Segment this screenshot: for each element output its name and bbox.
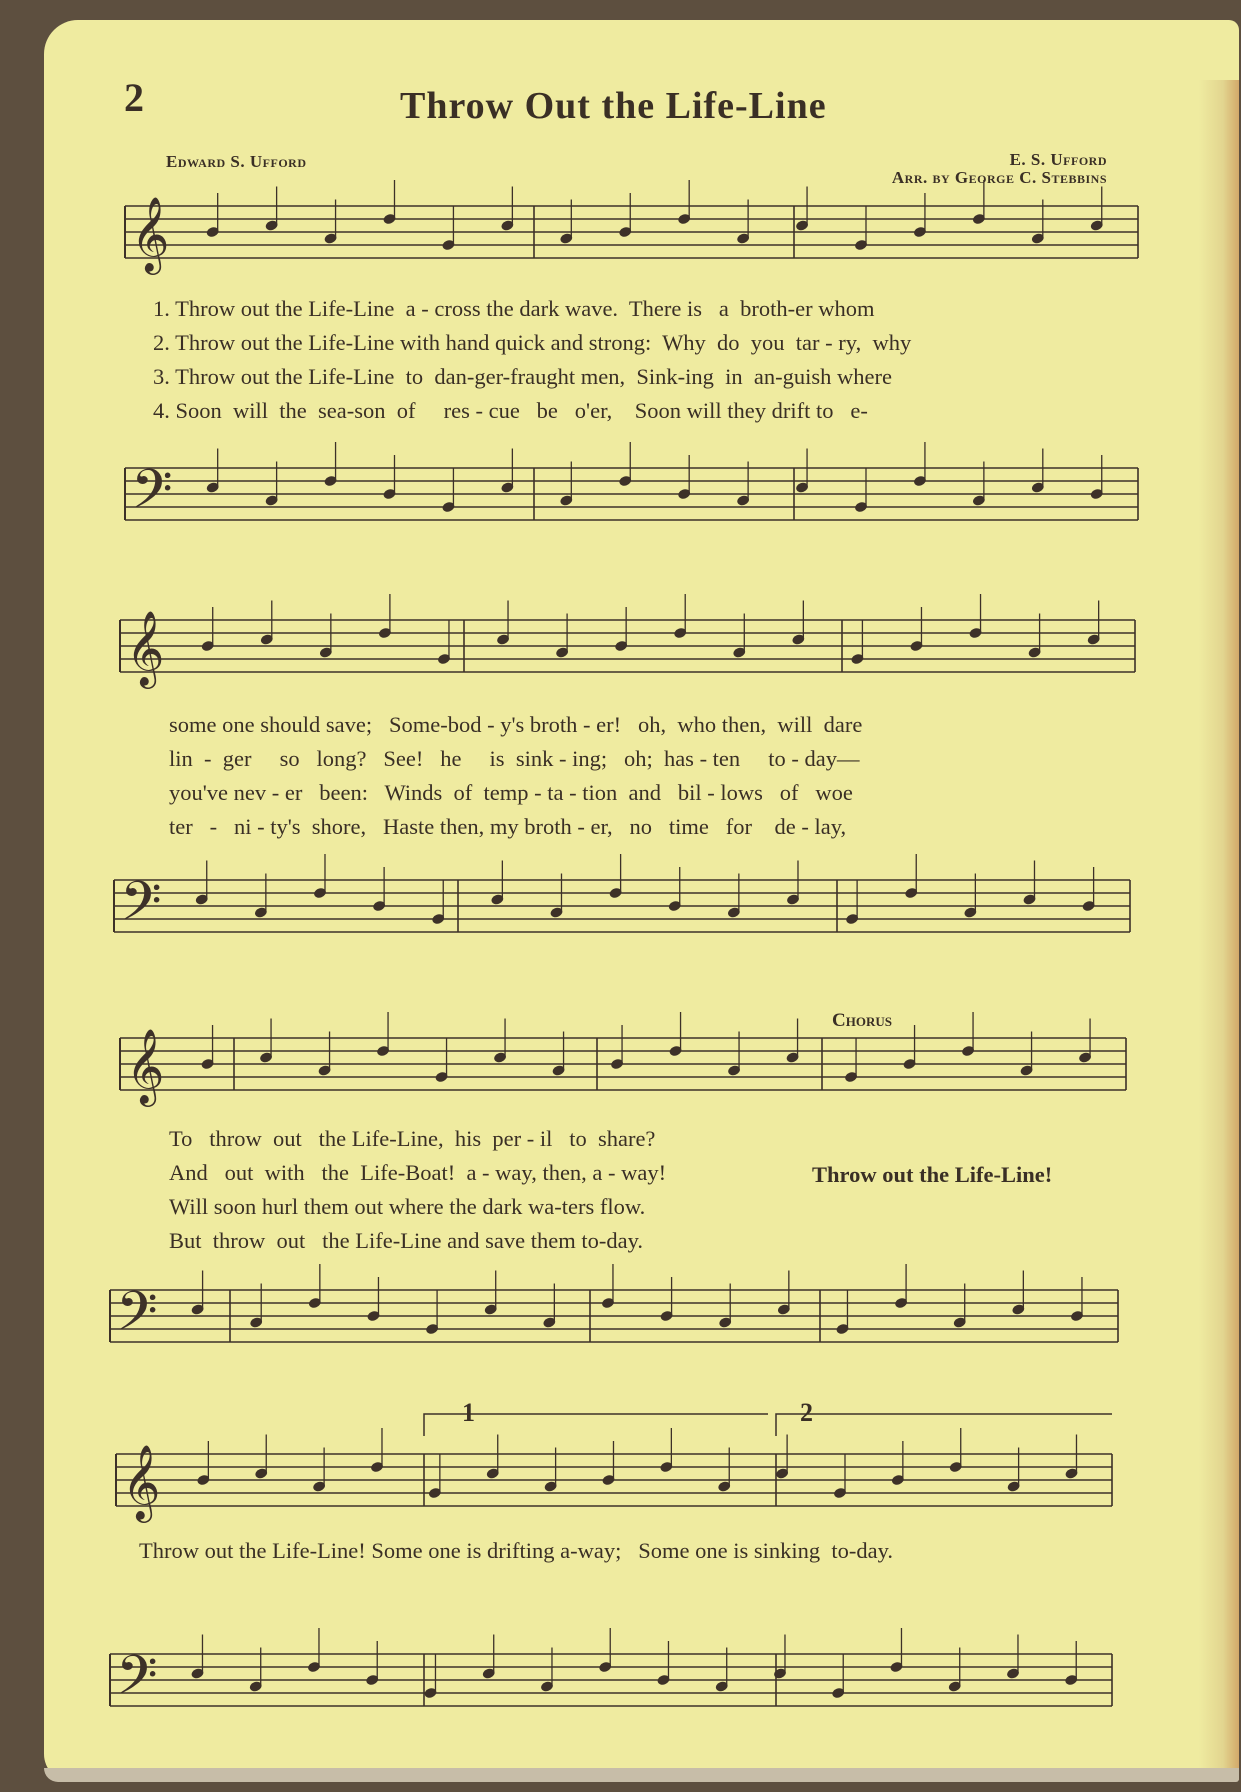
bass-staff-3-clef: 𝄢 xyxy=(116,1281,158,1356)
verse-3-line-b: you've nev - er been: Winds of temp - ta - tion and bil - lows of woe xyxy=(169,780,853,805)
verse-2-line-b: lin - ger so long? See! he is sink - ing; oh; has - ten to - day— xyxy=(169,746,860,771)
hymn-title: Throw Out the Life-Line xyxy=(400,85,827,127)
verse-1-line-b: some one should save; Some-bod - y's broth - er! oh, who then, will dare xyxy=(169,712,863,737)
treble-staff-4-clef: 𝄞 xyxy=(122,1445,161,1520)
verse-1-line-a: 1. Throw out the Life-Line a - cross the dark wave. There is a broth-er whom xyxy=(153,296,875,321)
chorus-label: Chorus xyxy=(832,1010,892,1031)
verse-4-line-b: ter - ni - ty's shore, Haste then, my broth - er, no time for de - lay, xyxy=(169,814,847,839)
second-ending-bracket xyxy=(776,1414,1112,1436)
chorus-lyric-line: Throw out the Life-Line! Some one is drifting a-way; Some one is sinking to-day. xyxy=(139,1538,894,1563)
verse-3-line-c: Will soon hurl them out where the dark wa-ters flow. xyxy=(169,1194,646,1219)
chorus-lyric-start: Throw out the Life-Line! xyxy=(812,1162,1053,1187)
treble-staff-3-clef: 𝄞 xyxy=(126,1029,165,1104)
bass-staff-4-clef: 𝄢 xyxy=(116,1645,158,1720)
verse-2-line-a: 2. Throw out the Life-Line with hand quick and strong: Why do you tar - ry, why xyxy=(153,330,912,355)
composer-credit: E. S. Ufford xyxy=(1009,150,1107,169)
verse-4-line-c: But throw out the Life-Line and save them to-day. xyxy=(169,1228,644,1253)
first-ending-bracket xyxy=(424,1414,768,1436)
treble-staff-2-clef: 𝄞 xyxy=(126,611,165,686)
treble-staff-1-clef: 𝄞 xyxy=(131,197,170,272)
second-ending-number: 2 xyxy=(800,1398,813,1427)
bass-staff-1-clef: 𝄢 xyxy=(131,459,173,534)
arranger-credit: Arr. by George C. Stebbins xyxy=(891,168,1107,187)
page-number: 2 xyxy=(124,75,144,120)
verse-1-line-c: To throw out the Life-Line, his per - il to share? xyxy=(169,1126,656,1151)
verse-4-line-a: 4. Soon will the sea-son of res - cue be o'er, Soon will they drift to e- xyxy=(153,398,868,423)
lyricist-credit: Edward S. Ufford xyxy=(166,152,307,171)
first-ending-number: 1 xyxy=(462,1398,475,1427)
verse-2-line-c: And out with the Life-Boat! a - way, then, a - way! xyxy=(169,1160,667,1185)
verse-3-line-a: 3. Throw out the Life-Line to dan-ger-fraught men, Sink-ing in an-guish where xyxy=(153,364,892,389)
bass-staff-2-clef: 𝄢 xyxy=(120,871,162,946)
